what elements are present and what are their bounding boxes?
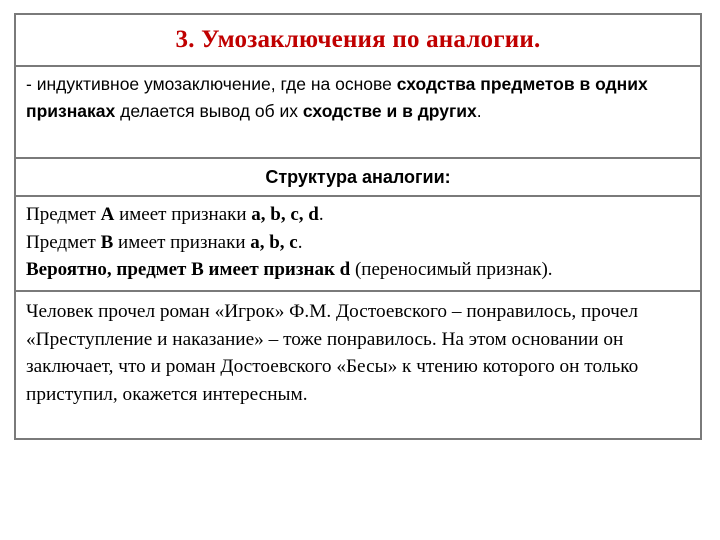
- definition-part: - индуктивное умозаключение, где на основе: [26, 74, 397, 94]
- slide-title: 3. Умозаключения по аналогии.: [175, 26, 541, 53]
- structure-line-2: [26, 229, 690, 257]
- definition-part: .: [476, 101, 482, 121]
- text: (переносимый признак).: [350, 259, 553, 280]
- conclusion-text: Вероятно, предмет В имеет признак d: [26, 259, 351, 280]
- structure-heading-row: [16, 159, 700, 197]
- structure-heading: Структура аналогии:: [265, 166, 451, 187]
- text: .: [297, 231, 303, 253]
- text: имеет признаки: [113, 231, 251, 253]
- title-row: [16, 15, 700, 67]
- definition-part: делается вывод об их: [115, 101, 303, 121]
- structure-line-3: [26, 256, 690, 284]
- definition-emphasis: сходства предметов в одних признаках: [26, 74, 648, 121]
- example-row: [16, 292, 700, 438]
- text: .: [318, 204, 324, 225]
- object-label: А: [100, 204, 115, 225]
- feature-list: a, b, c, d: [251, 204, 319, 225]
- text: Предмет: [26, 231, 101, 253]
- definition-emphasis: сходстве и в других: [302, 101, 477, 121]
- definition-row: [16, 67, 700, 159]
- structure-row: [16, 197, 700, 292]
- feature-list: a, b, c: [250, 231, 298, 253]
- structure-line-1: [26, 201, 690, 229]
- object-label: В: [100, 231, 114, 253]
- text: имеет признаки: [114, 204, 252, 225]
- analogy-table: [14, 13, 702, 440]
- definition-text: [26, 71, 690, 125]
- text: Предмет: [26, 204, 101, 225]
- example-text: Человек прочел роман «Игрок» Ф.М. Достоевского – понравилось, прочел «Преступление и наказание» – тоже понравилось. На этом основании он заключает, что и роман Достоевского «Бесы» к чтению которого он только приступил, окажется интересным.: [26, 301, 639, 405]
